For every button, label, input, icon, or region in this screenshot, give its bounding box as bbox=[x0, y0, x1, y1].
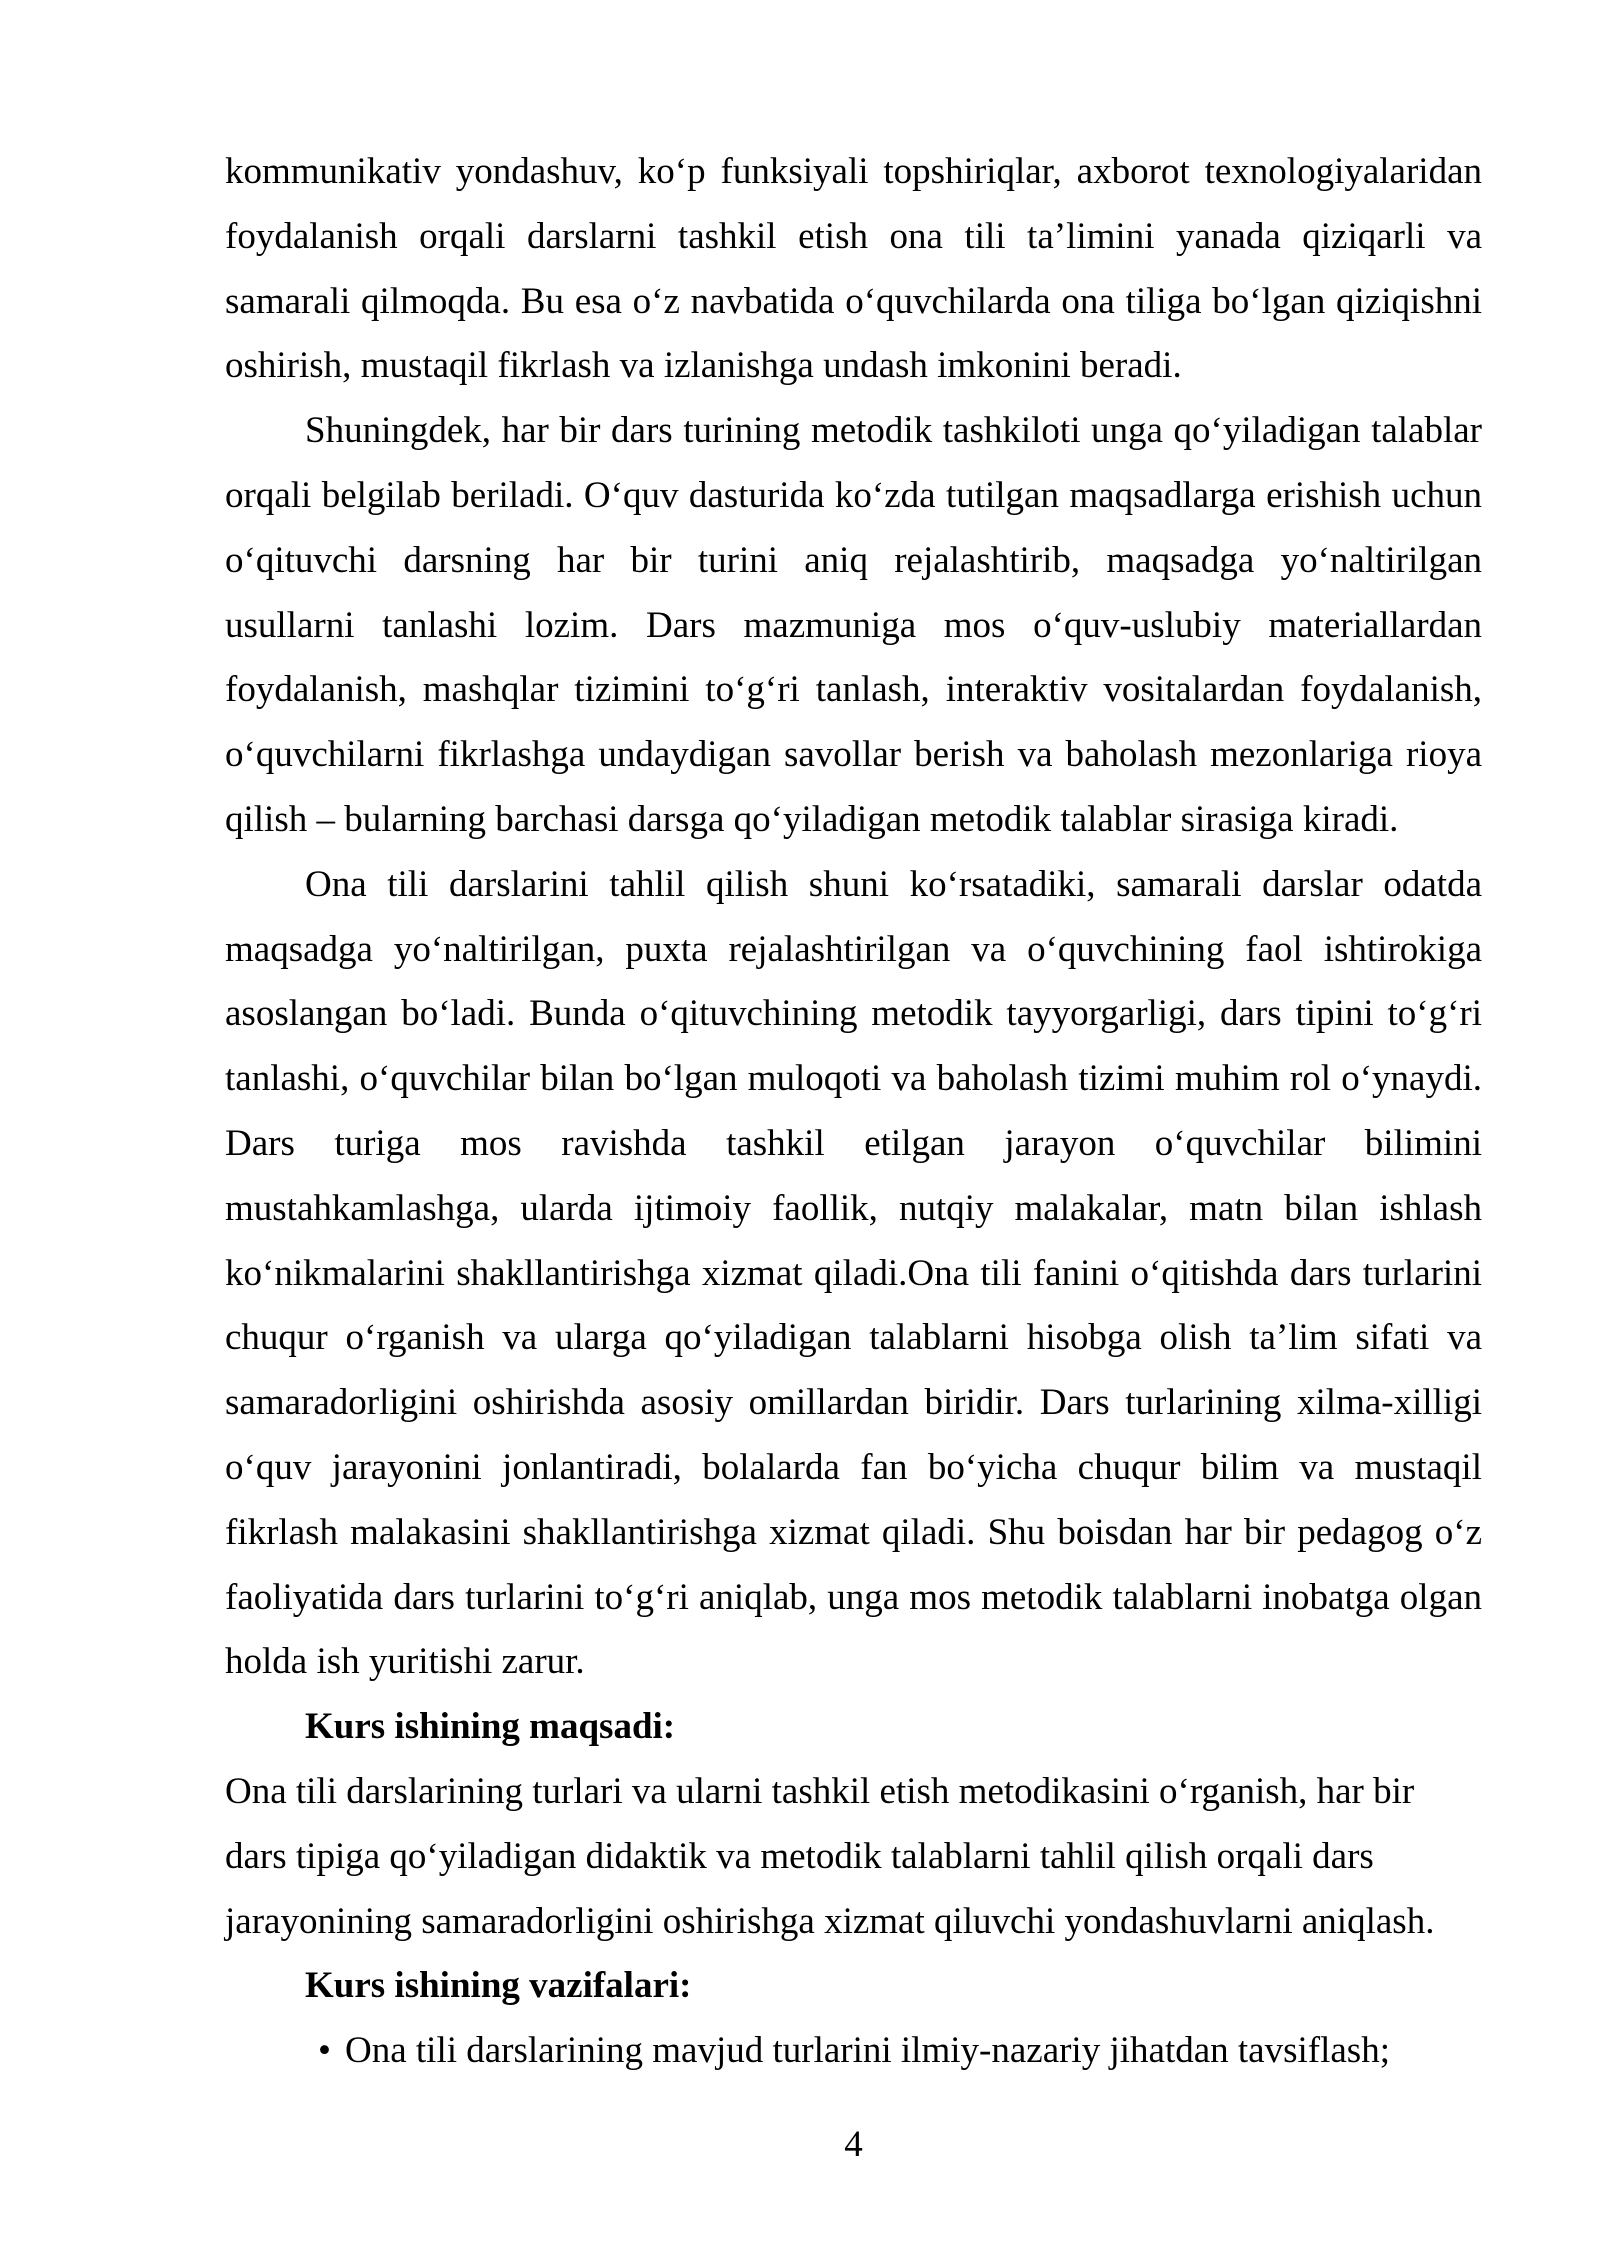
text-line: holda ish yuritishi zarur. bbox=[225, 1641, 585, 1683]
text-line: chuqur o‘rganish va ularga qo‘yiladigan talablarni hisobga olish ta’lim sifati va bbox=[225, 1317, 1482, 1359]
text-line: mustahkamlashga, ularda ijtimoiy faollik, nutqiy malakalar, matn bilan ishlash bbox=[225, 1187, 1482, 1229]
text-line: Ona tili darslarining turlari va ularni tashkil etish metodikasini o‘rganish, har bir bbox=[225, 1770, 1415, 1812]
text-line: orqali belgilab beriladi. O‘quv dasturida ko‘zda tutilgan maqsadlarga erishish uchun bbox=[225, 474, 1482, 516]
text-line: o‘quvchilarni fikrlashga undaydigan savollar berish va baholash mezonlariga rioya bbox=[225, 734, 1482, 776]
text-line: samaradorligini oshirishda asosiy omillardan biridir. Dars turlarining xilma-xilligi bbox=[225, 1382, 1482, 1424]
text-line: samarali qilmoqda. Bu esa o‘z navbatida o‘quvchilarda ona tiliga bo‘lgan qiziqishni bbox=[225, 280, 1482, 322]
text-line: usullarni tanlashi lozim. Dars mazmuniga mos o‘quv-uslubiy materiallardan bbox=[225, 604, 1482, 646]
text-line: o‘qituvchi darsning har bir turini aniq rejalashtirib, maqsadga yo‘naltirilgan bbox=[225, 539, 1482, 581]
heading-course-tasks bbox=[225, 1954, 1482, 2019]
task-bullet-1 bbox=[225, 2019, 1482, 2084]
text-line: foydalanish, mashqlar tizimini to‘g‘ri tanlash, interaktiv vositalardan foydalanish, bbox=[225, 669, 1482, 711]
section-heading: Kurs ishining vazifalari: bbox=[305, 1965, 692, 2007]
body-paragraph-4 bbox=[225, 1760, 1482, 1954]
text-line: qilish – bularning barchasi darsga qo‘yiladigan metodik talablar sirasiga kiradi. bbox=[225, 798, 1399, 840]
text-line: jarayonining samaradorligini oshirishga xizmat qiluvchi yondashuvlarni aniqlash. bbox=[225, 1900, 1435, 1942]
bullet-text: Ona tili darslarining mavjud turlarini ilmiy-nazariy jihatdan tavsiflash; bbox=[345, 2030, 1390, 2072]
page-content bbox=[225, 140, 1482, 2084]
text-line: Dars turiga mos ravishda tashkil etilgan jarayon o‘quvchilar bilimini bbox=[225, 1122, 1482, 1164]
body-paragraph-2 bbox=[225, 399, 1482, 853]
text-line: asoslangan bo‘ladi. Bunda o‘qituvchining metodik tayyorgarligi, dars tipini to‘g‘ri bbox=[225, 993, 1482, 1035]
page-number: 4 bbox=[844, 2124, 863, 2165]
text-line: Shuningdek, har bir dars turining metodik tashkiloti unga qo‘yiladigan talablar bbox=[305, 410, 1482, 452]
heading-course-goal bbox=[225, 1695, 1482, 1760]
body-paragraph-3 bbox=[225, 853, 1482, 1695]
text-line: tanlashi, o‘quvchilar bilan bo‘lgan muloqoti va baholash tizimi muhim rol o‘ynaydi. bbox=[225, 1058, 1482, 1100]
body-paragraph-1 bbox=[225, 140, 1482, 399]
bullet-icon: • bbox=[318, 2030, 331, 2072]
text-line: oshirish, mustaqil fikrlash va izlanishga undash imkonini beradi. bbox=[225, 345, 1182, 387]
text-line: o‘quv jarayonini jonlantiradi, bolalarda fan bo‘yicha chuqur bilim va mustaqil bbox=[225, 1446, 1482, 1488]
text-line: ko‘nikmalarini shakllantirishga xizmat qiladi.Ona tili fanini o‘qitishda dars turlarini bbox=[225, 1252, 1482, 1294]
text-line: kommunikativ yondashuv, ko‘p funksiyali topshiriqlar, axborot texnologiyalaridan bbox=[225, 151, 1482, 192]
text-line: faoliyatida dars turlarini to‘g‘ri aniqlab, unga mos metodik talablarni inobatga olgan bbox=[225, 1576, 1482, 1618]
text-line: Ona tili darslarini tahlil qilish shuni ko‘rsatadiki, samarali darslar odatda bbox=[305, 863, 1482, 905]
text-line: foydalanish orqali darslarni tashkil etish ona tili ta’limini yanada qiziqarli va bbox=[225, 215, 1482, 257]
text-line: dars tipiga qo‘yiladigan didaktik va metodik talablarni tahlil qilish orqali dars bbox=[225, 1835, 1374, 1877]
text-line: maqsadga yo‘naltirilgan, puxta rejalashtirilgan va o‘quvchining faol ishtirokiga bbox=[225, 928, 1482, 970]
section-heading: Kurs ishining maqsadi: bbox=[305, 1706, 676, 1748]
bullet-item bbox=[225, 2019, 1482, 2084]
text-line: fikrlash malakasini shakllantirishga xizmat qiladi. Shu boisdan har bir pedagog o‘z bbox=[225, 1511, 1482, 1553]
